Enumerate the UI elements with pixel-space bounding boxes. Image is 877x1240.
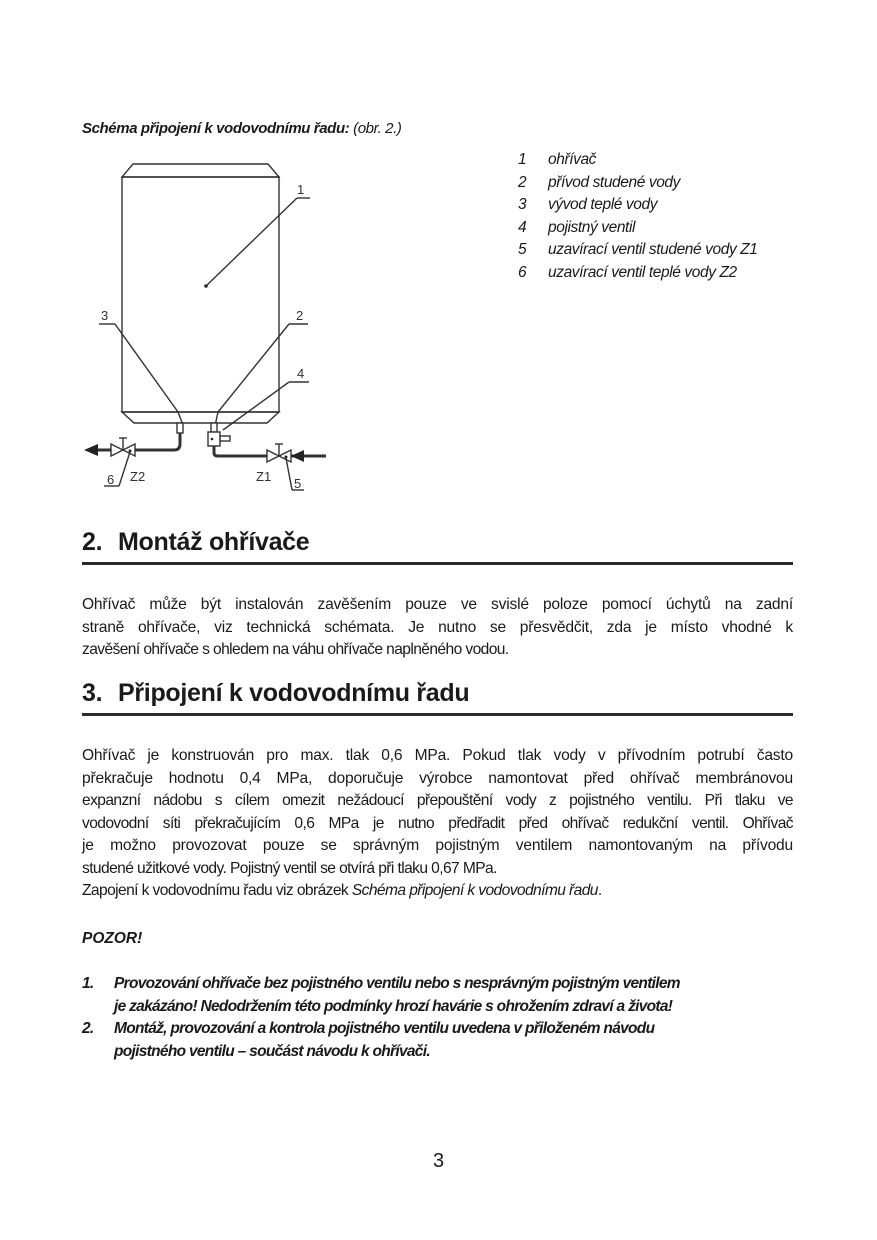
callout-4-label: 4: [297, 366, 305, 381]
figure-caption: [82, 120, 401, 137]
legend-item: 3 vývod teplé vody: [518, 196, 658, 213]
callout-1-label: 1: [297, 182, 305, 197]
section-3-heading: 3. Připojení k vodovodnímu řadu: [82, 679, 470, 707]
warning-title: POZOR!: [82, 930, 143, 947]
legend-item: 2 přívod studené vody: [518, 173, 680, 191]
callout-3-label: 3: [101, 308, 109, 323]
page-number: 3: [432, 1150, 445, 1172]
section-3-rule: [82, 713, 793, 716]
callout-5-label: 5: [294, 476, 302, 491]
warning-list: [82, 973, 802, 1063]
valve-z1-label: Z1: [256, 469, 272, 484]
section-3-paragraph: Ohřívač je konstruován pro max. tlak 0,6 MPa. Pokud tlak vody v přívodním potrubí často překračuje hodnotu 0,4 MPa, doporučuje výrobce namontovat před ohřívač membránovou expanzní nádobu s cílem omezit nežádoucí přepouštění vody z pojistného ventilu. Při tlaku ve vodovodní síti překračujícím 0,6 MPa je nutno předřadit před ohřívač redukční ventil. Ohřívač je možno provozovat pouze se správným pojistným ventilem namontovaným na přívodu studené užitkové vody. Pojistný ventil se otvírá při tlaku 0,67 MPa. Zapojení k vodovodnímu řadu viz obrázek Schéma připojení k vodovodnímu řadu.: [82, 745, 793, 903]
callout-6-label: 6: [107, 472, 115, 487]
section-2-heading: 2. Montáž ohřívače: [82, 528, 310, 556]
legend-item: 6 uzavírací ventil teplé vody Z2: [518, 263, 737, 281]
callout-2-label: 2: [296, 308, 304, 323]
warning-item: 2. Montáž, provozování a kontrola pojistného ventilu uvedena v přiloženém návodu pojistného ventilu – součást návodu k ohřívači.: [82, 1020, 655, 1060]
water-heater-connection-diagram: [78, 150, 338, 500]
section-2-rule: [82, 562, 793, 565]
diagram-reference: Zapojení k vodovodnímu řadu viz obrázek Schéma připojení k vodovodnímu řadu.: [82, 882, 602, 899]
warning-item: 1. Provozování ohřívače bez pojistného ventilu nebo s nesprávným pojistným ventilem je zakázáno! Nedodržením této podmínky hrozí havárie s ohrožením zdraví a života!: [82, 975, 680, 1015]
legend-item: 4 pojistný ventil: [518, 218, 636, 236]
legend-item: 5 uzavírací ventil studené vody Z1: [518, 241, 758, 258]
figure-caption-title: Schéma připojení k vodovodnímu řadu:: [82, 120, 350, 137]
diagram-legend: [518, 149, 757, 284]
figure-caption-ref: (obr. 2.): [353, 120, 402, 137]
legend-item: 1 ohřívač: [518, 151, 597, 168]
valve-z2-label: Z2: [130, 469, 146, 484]
section-2-paragraph: Ohřívač může být instalován zavěšením pouze ve svislé poloze pomocí úchytů na zadní straně ohřívače, viz technická schémata. Je nutno se přesvědčit, zda je místo vhodné k zavěšení ohřívače s ohledem na váhu ohřívače naplněného vodou.: [82, 596, 793, 658]
heater-schematic-icon: [78, 150, 338, 500]
